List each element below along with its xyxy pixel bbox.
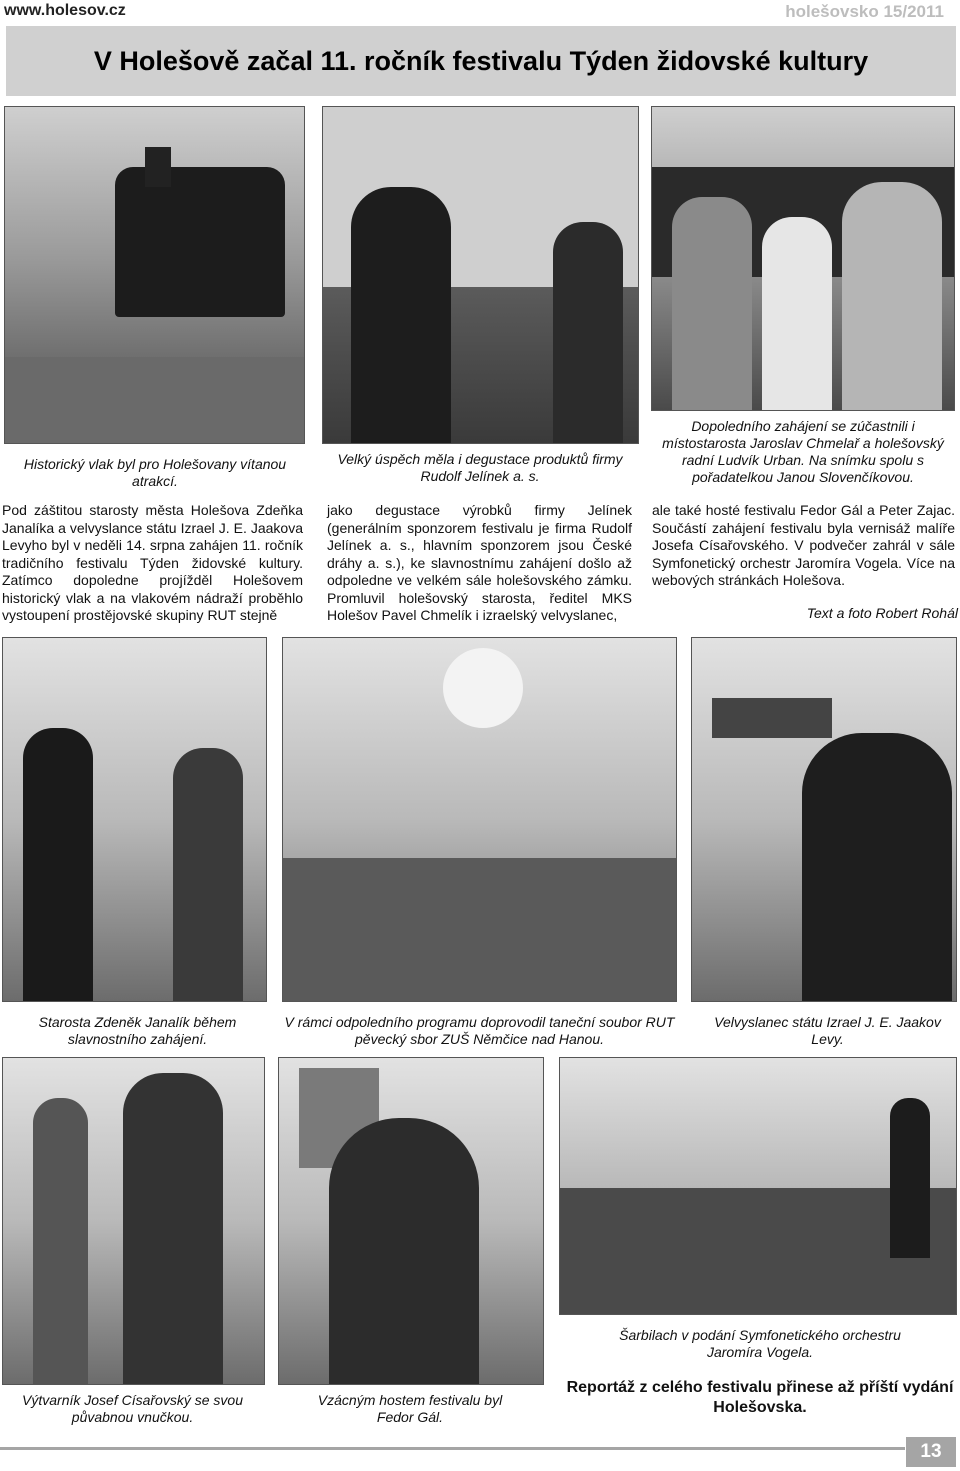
caption-hall: V rámci odpoledního programu doprovodil taneční soubor RUT pěvecký sbor ZUŠ Němčice nad Hanou. xyxy=(284,1014,675,1047)
promo-next-issue: Reportáž z celého festivalu přinese až příští vydání Holešovska. xyxy=(566,1379,954,1416)
article-credit: Text a foto Robert Rohál xyxy=(806,605,958,621)
photo-guest xyxy=(278,1057,544,1385)
photo-artist xyxy=(2,1057,265,1385)
caption-officials: Dopoledního zahájení se zúčastnili i místostarosta Jaroslav Chmelař a holešovský radní Ludvík Urban. Na snímku spolu s pořadatelkou Janou Slovenčíkovou. xyxy=(662,418,944,485)
caption-orchestra: Šarbilach v podání Symfonetického orchestru Jaromíra Vogela. xyxy=(619,1327,901,1360)
article-column-3: ale také hosté festivalu Fedor Gál a Peter Zajac. Součástí zahájení festivalu byla vernisáž malíře Josefa Císařovského. V podvečer zahrál v sále Symfonetický orchestr Jaromíra Vogela. Více na webových stránkách Holešova. xyxy=(652,502,955,588)
page-number: 13 xyxy=(906,1437,956,1467)
photo-tasting xyxy=(322,106,639,444)
caption-ambassador: Velvyslanec státu Izrael J. E. Jaakov Levy. xyxy=(714,1014,941,1047)
page-title: V Holešově začal 11. ročník festivalu Týden židovské kultury xyxy=(93,46,869,76)
photo-ambassador xyxy=(691,637,957,1002)
photo-historic-train xyxy=(4,106,305,444)
article-column-2: jako degustace výrobků firmy Jelínek (generálním sponzorem festivalu je firma Rudolf Jelínek a. s., hlavním sponzorem jsou České dráhy a. s.), ke slavnostnímu zahájení došlo až odpoledne ve velkém sále holešovského zámku. Promluvil holešovský starosta, ředitel MKS Holešov Pavel Chmelík i izraelský velvyslanec, xyxy=(327,502,632,623)
footer-rule xyxy=(0,1447,905,1450)
caption-mayor: Starosta Zdeněk Janalík během slavnostního zahájení. xyxy=(38,1014,237,1047)
article-column-1: Pod záštitou starosty města Holešova Zdeňka Janalíka a velvyslance státu Izrael J. E. Jaakova Levyho byl v neděli 14. srpna zahájen 11. ročník tradičního festivalu Týden židovské kultury. Zatímco dopoledne projížděl Holešovem historický vlak a na vlakovém nádraží proběhlo vystoupení prostějovské skupiny RUT stejně xyxy=(2,502,303,623)
caption-guest: Vzácným hostem festivalu byl Fedor Gál. xyxy=(317,1392,503,1425)
site-url[interactable]: www.holesov.cz xyxy=(4,2,126,19)
photo-orchestra xyxy=(559,1057,957,1315)
caption-artist: Výtvarník Josef Císařovský se svou půvabnou vnučkou. xyxy=(22,1392,243,1425)
caption-tasting: Velký úspěch měla i degustace produktů firmy Rudolf Jelínek a. s. xyxy=(337,451,623,484)
photo-officials xyxy=(651,106,955,411)
photo-hall xyxy=(282,637,677,1002)
issue-label: holešovsko 15/2011 xyxy=(785,2,944,21)
photo-mayor xyxy=(2,637,267,1002)
caption-train: Historický vlak byl pro Holešovany vítanou atrakcí. xyxy=(23,456,287,489)
